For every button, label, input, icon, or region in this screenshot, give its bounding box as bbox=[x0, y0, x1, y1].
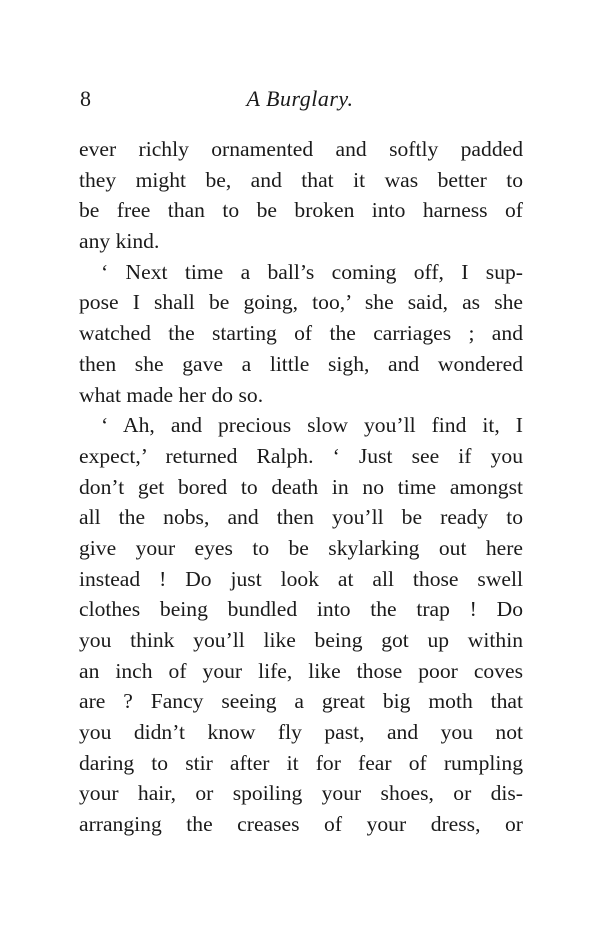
text-line: expect,’ returned Ralph. ‘ Just see if you bbox=[79, 443, 523, 468]
text-line: pose I shall be going, too,’ she said, as she bbox=[79, 290, 523, 315]
text-line: ‘ Ah, and precious slow you’ll find it, I bbox=[101, 413, 523, 438]
text-line: ‘ Next time a ball’s coming off, I sup- bbox=[101, 259, 523, 284]
text-line: you didn’t know fly past, and you not bbox=[79, 720, 523, 745]
text-line: your hair, or spoiling your shoes, or dis- bbox=[79, 781, 523, 806]
text-line: all the nobs, and then you’ll be ready to bbox=[79, 505, 523, 530]
text-line: what made her do so. bbox=[79, 382, 264, 407]
text-line: then she gave a little sigh, and wondered bbox=[79, 351, 523, 376]
text-line: give your eyes to be skylarking out here bbox=[79, 535, 523, 560]
text-line: they might be, and that it was better to bbox=[79, 167, 523, 192]
page-number: 8 bbox=[80, 86, 91, 111]
text-line: ever richly ornamented and softly padded bbox=[79, 137, 523, 161]
text-line: clothes being bundled into the trap ! Do bbox=[79, 597, 523, 622]
text-line: you think you’ll like being got up within bbox=[79, 628, 523, 652]
text-line: be free than to be broken into harness of bbox=[79, 198, 523, 223]
text-line: don’t get bored to death in no time amongst bbox=[79, 474, 523, 499]
page-header bbox=[80, 86, 520, 118]
running-title: A Burglary. bbox=[246, 86, 354, 111]
text-line: daring to stir after it for fear of rumpling bbox=[79, 750, 523, 775]
text-line: instead ! Do just look at all those swell bbox=[79, 566, 523, 591]
text-line: arranging the creases of your dress, or bbox=[79, 812, 523, 837]
text-line: watched the starting of the carriages ; and bbox=[79, 321, 523, 346]
text-line: any kind. bbox=[79, 229, 160, 254]
body-text bbox=[79, 134, 523, 840]
text-line: an inch of your life, like those poor coves bbox=[79, 658, 523, 683]
text-line: are ? Fancy seeing a great big moth that bbox=[79, 689, 523, 714]
